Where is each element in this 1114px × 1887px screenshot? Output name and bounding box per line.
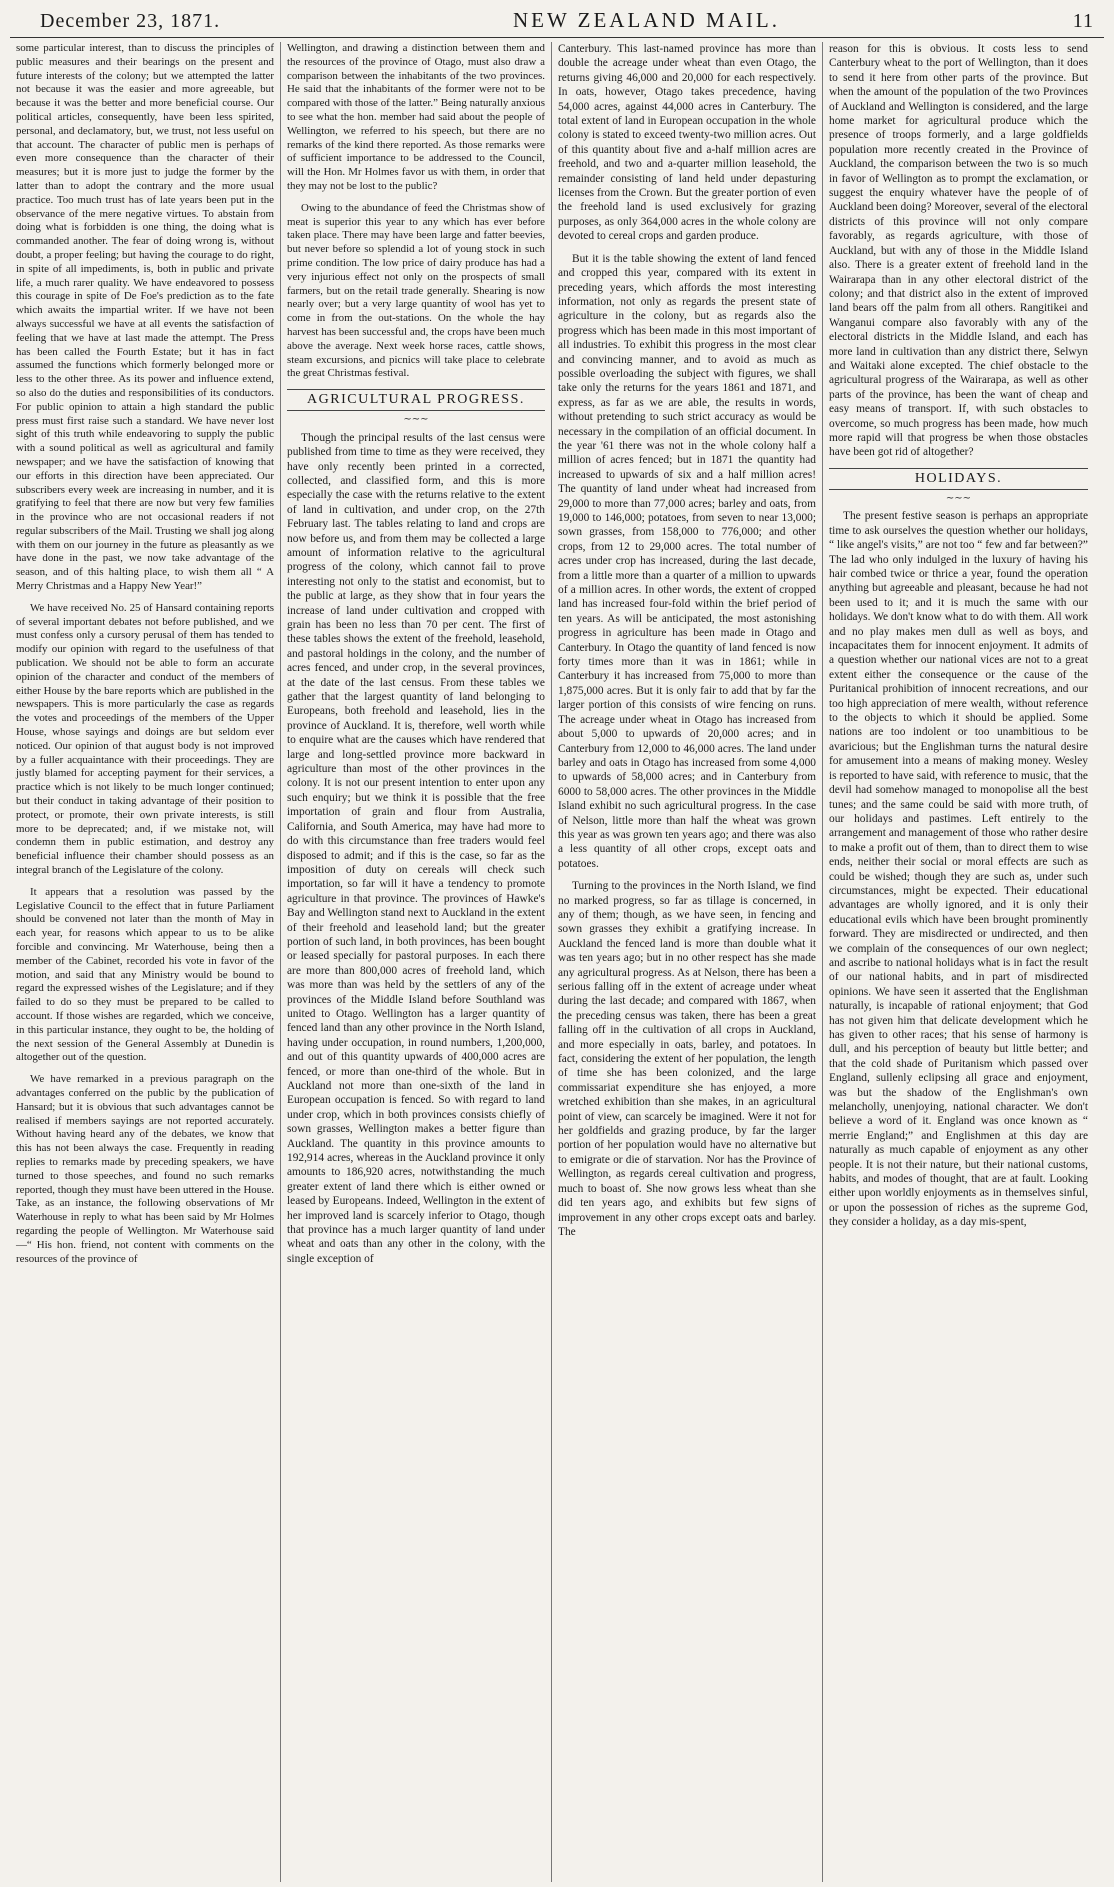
column-2 — [281, 42, 552, 1882]
issue-date: December 23, 1871. — [40, 10, 221, 32]
column-4 — [823, 42, 1094, 1882]
paragraph: Though the principal results of the last census were published from time to time as they were received, they have only recently been printed in a corrected, collected, and classified form, and this is more especially the case with the returns relative to the extent of land in cultivation, and under crop, on the 27th February last. The tables relating to land and crops are now before us, and from them may be collected a large amount of information relative to the agricultural progress of the colony, which cannot fail to prove interesting not only to the statist and economist, but to the public at large, as they show that in four years the increase of land under cultivation and cropped with grain has been no less than 70 per cent. The first of these tables shows the extent of the freehold, leasehold, and pastoral holdings in the colony, and the number of acres fenced, and under crop, in the several provinces, at the date of the last census. From these tables we gather that the largest quantity of land belonging to Europeans, both freehold and leasehold, lies in the province of Auckland. It is, therefore, well worth while to enquire what are the causes which have rendered that large and long-settled province more backward in agriculture than most of the other provinces in the colony. It is not our present intention to enter upon any such enquiry; but we think it is possible that the free importation of grain and flour from Australia, California, and South America, may have had more to do with this circumstance than free traders would feel disposed to admit; and if this is the case, so far as the imposition of duty on cereals will check such importation, so far will it have a tendency to promote agriculture in that province. The provinces of Hawke's Bay and Wellington stand next to Auckland in the extent of their freehold and leasehold land; but the greater portion of such land, in both provinces, has been bought or leased specially for pastoral purposes. In each there are more than 800,000 acres of freehold land, which was more than was held by the settlers of any of the provinces of the Middle Island before Southland was united to Otago. Wellington has a larger quantity of fenced land than any other province in the North Island, having under occupation, in round numbers, 1,200,000, and out of this quantity upwards of 400,000 acres are fenced, or more than one-third of the whole. But in Auckland not more than one-sixth of the land in European occupation is fenced. So with regard to land under crop, which in both provinces consists chiefly of sown grasses, Wellington makes a better figure than Auckland. The quantity in this province amounts to 192,914 acres, whereas in the Auckland province it only amounts to 186,920 acres, notwithstanding the much greater extent of land there which is either owned or leased by Europeans. Indeed, Wellington in the extent of her improved land is scarcely inferior to Otago, though that province has a much larger quantity of land under wheat and oats than any other in the colony, with the single exception of — [287, 431, 545, 1265]
section-heading-holidays: HOLIDAYS. — [829, 468, 1088, 490]
paragraph: Turning to the provinces in the North Island, we find no marked progress, so far as tillage is concerned, in any of them; though, as we have seen, in fencing and sown grasses they exhibit a gratifying increase. In Auckland the fenced land is more than double what it was ten years ago; but in no other respect has she made any agricultural progress. As at Nelson, there has been a serious falling off in the extent of acreage under wheat during the last decade; and compared with 1867, when the preceding census was taken, there has been a great falling off in the cultivation of all crops in Auckland, and more especially in oats, barley, and potatoes. In fact, considering the extent of her population, the length of time she has been colonized, and the large commissariat expenditure she has enjoyed, a more wretched exhibition than she makes, in an agricultural point of view, can scarcely be imagined. Were it not for her goldfields and grazing produce, by far the larger portion of her population would have no alternative but to emigrate or die of starvation. Nor has the Province of Wellington, as regards cereal cultivation and progress, much to boast of. She now grows less wheat than she did ten years ago, and exhibits but few signs of improvement in any other crops except oats and barley. The — [558, 880, 816, 1238]
paragraph: Wellington, and drawing a distinction between them and the resources of the province of Otago, must also draw a comparison between the inhabitants of the two provinces. He said that the inhabitants of the former were not to be compared with those of the latter.” Being naturally anxious to see what the hon. member had said about the people of Wellington, we referred to his speech, but there are no remarks of the kind there reported. As those remarks were of sufficient importance to be addressed to the Council, will the Hon. Mr Holmes favor us with them, in order that they may not be lost to the public? — [287, 42, 545, 192]
paragraph: reason for this is obvious. It costs less to send Canterbury wheat to the port of Wellington, than it does to send it here from other parts of the province. But when the amount of the population of the two Provinces of Auckland and Wellington is considered, and the large home market for agricultural produce which the presence of troops formerly, and a large goldfields population more recently created in the Province of Auckland, the comparison between the two is so much in favor of Wellington as to prompt the exclamation, or suggest the enquiry whatever have the people of of Auckland been doing? Moreover, several of the electoral districts of this province will not only compare favorably, as regards agriculture, with those of Auckland, but with any of those in the Middle Island also. There is a greater extent of freehold land in the Wairarapa than in any other electoral district of the colony; and that district also in the extent of improved land bears off the palm from all others. Rangitikei and Wanganui compare also favorably with any of the electoral districts in the Middle Island, and each has more land in cultivation than any district there, Selwyn and Waitaki alone excepted. The chief obstacle to the agricultural progress of the Wairarapa, as well as other parts of the province, has been the want of cheap and easy means of transport. If, with such obstacles to overcome, so much progress has been made, how much more rapid will that progress be when those obstacles have been got rid of altogether? — [829, 43, 1088, 459]
heading-ornament: ∼∼∼ — [945, 492, 972, 504]
paragraph: It appears that a resolution was passed by the Legislative Council to the effect that in future Parliament should be convened not later than the month of May in each year, for reasons which appear to us to be alike forcible and convincing. Mr Waterhouse, being then a member of the Cabinet, recorded his vote in favor of the motion, and said that any Ministry would be bound to regard the expressed wishes of the Legislature; and if they failed to do so they must be prepared to be called to account. If those wishes are regarded, which we conceive, in this particular instance, they ought to be, the holding of the next session of the General Assembly at Dunedin is altogether out of the question. — [16, 885, 274, 1064]
paragraph: some particular interest, than to discuss the principles of public measures and their bearings on the present and future interests of the colony; but we attempted the latter not because it was the easier and more agreeable, but because it was the better and more beneficial course. Our political articles, consequently, have been less spirited, personal, and declamatory, but, we trust, not less useful on that account. The character of public men is perhaps of even more consequence than the character of their measures; but it is more just to judge the former by the latter than to adopt the contrary and the more usual practice. Too much trust has of late years been put in the observance of the mere negative virtues. To abstain from doing what is forbidden is one thing, the doing what is commanded another. The fear of doing wrong is, without doubt, a proper feeling; but having the courage to do right, in spite of all impediments, is, both in public and private life, a much rarer quality. We have endeavored to possess this courage in spite of De Foe's prediction as to the fate which awaits the impartial writer. If we have not been always successful we have at all events the satisfaction of feeling that we have at last made the attempt. The Press has been called the Fourth Estate; but it has in fact assumed the functions which formerly belonged more or less to the other three. As its power and influence extend, so also do the duties and responsibilities of its conductors. For public opinion to attain a high standard the public press must first raise such a standard. We have never lost sight of this truth while endeavoring to supply the public with a sound political as well as agricultural and family newspaper; and we have the satisfaction of knowing that our efforts in this direction have been appreciated. Our subscribers every week are increasing in number, and it is gratifying to feel that there are now but very few families in the province who are not occasional readers if not regular subscribers of the Mail. Trusting we shall jog along with them on our journey in the future as pleasantly as we have done in the past, we now take advantage of the season, and of this halting place, to wish them all “ A Merry Christmas and a Happy New Year!” — [16, 42, 274, 593]
paragraph: Owing to the abundance of feed the Christmas show of meat is superior this year to any which has ever before taken place. There may have been large and fatter beevies, but never before so splendid a lot of young stock in such prime condition. The low price of dairy produce has had a very injurious effect not only on the prospects of small farmers, but on the retail trade generally. Shearing is now nearly over; but a very large quantity of wool has yet to come in from the out-stations. On the whole the hay harvest has been successful and, the crops have been much above the average. Next week horse races, cattle shows, steam excursions, and picnics will take place to celebrate the great Christmas festival. — [287, 201, 545, 380]
newspaper-title: NEW ZEALAND MAIL. — [512, 8, 780, 32]
paragraph: We have received No. 25 of Hansard containing reports of several important debates not before published, and we must confess only a cursory perusal of them has tended to modify our opinion with regard to the usefulness of that publication. We should not be able to form an accurate opinion of the character and conduct of the members of either House by the bare reports which are published in the newspapers. This is more particularly the case as regards the votes and proceedings of the members of the Upper House, whose sayings and doings are but seldom ever noticed. Our opinion of that august body is not improved by a fuller acquaintance with their proceedings. They are justly blamed for accepting payment for their services, a practice which is not likely to be much longer continued; but their conduct in taking advantage of their position to protect, or promote, their own private interests, is still more to be deprecated; and, if we mistake not, will condemn them in public estimation, and destroy any beneficial influence their chamber should possess as an integral branch of the Legislature of the colony. — [16, 601, 274, 877]
column-1 — [10, 42, 281, 1882]
page-number: 11 — [1072, 10, 1094, 32]
paragraph: But it is the table showing the extent of land fenced and cropped this year, compared with its extent in preceding years, which affords the most interesting information, not only as regards the present state of agriculture in the colony, but as regards also the progress which has been made in this most important of all industries. To exhibit this progress in the most clear and convincing manner, and to avoid as much as possible overloading the subject with figures, we shall take only the returns for the years 1861 and 1871, and express, as far as we are able, the results in words, without pretending to such strict accuracy as would be necessary in the compilation of an official document. In the year '61 there was not in the whole colony half a million of acres fenced; but in 1871 the quantity had increased to upwards of six and a half million acres! The quantity of land under wheat had increased from 29,000 to more than 77,000 acres; barley and oats, from 19,000 to 146,000; potatoes, from seven to near 13,000; sown grasses, from 158,000 to 776,000; and other crops, from 12 to 29,000 acres. The total number of acres under crop has increased, during the last decade, from a little more than a quarter of a million to upwards of a million acres. In other words, the extent of cropped land has increased four-fold within the brief period of ten years. As will be anticipated, the most astonishing progress in agriculture has been made in Otago and Canterbury. In Otago the quantity of land fenced is now forty times more than it was in 1861; while in Canterbury it has increased from 75,000 to more than 1,875,000 acres. But it is only fair to add that by far the larger portion of this consists of wire fencing on runs. The acreage under wheat in Otago has increased from about 5,000 to upwards of 20,000 acres; and in Canterbury from 12,000 to 46,000 acres. The land under barley and oats in Otago has increased from some 4,000 to upwards of 58,000 acres; and in Canterbury from 6000 to 58,000 acres. The other provinces in the Middle Island exhibit no such agricultural progress. In the case of Nelson, little more than half the wheat was grown this year as was grown ten years ago; and there was also a less quantity of all other crops, except oats and potatoes. — [558, 252, 816, 870]
columns — [10, 42, 1104, 1882]
paragraph: Canterbury. This last-named province has more than double the acreage under wheat than even Otago, the returns giving 46,000 and 20,000 for each respectively. In oats, however, Otago takes precedence, having 54,000 acres, against 44,000 acres in Canterbury. The total extent of land in European occupation in the whole colony is stated to exceed twenty-two million acres. Out of this quantity about five and a-half million acres are freehold, and two and a-quarter million leasehold, the remainder consisting of land held under depasturing licenses from the Crown. But the greater portion of even the freehold land is used exclusively for grazing purposes, as only 364,000 acres in the whole colony are devoted to cereal crops and garden produce. — [558, 43, 816, 243]
heading-ornament: ∼∼∼ — [403, 413, 429, 425]
paragraph: The present festive season is perhaps an appropriate time to ask ourselves the question whether our holidays, “ like angel's visits,” are not too “ few and far between?” The lad who only indulged in the luxury of having his hair combed twice or thrice a year, found the operation anything but agreeable and pleasant, because he had not been used to it; and it is much the same with our holidays. We don't know what to do with them. All work and no play makes men dull as well as boys, and incapacitates them for innocent enjoyment. It admits of a question whether our national vices are not to a great extent either the consequence or the cause of the Puritanical prohibition of innocent recreations, and our too high appreciation of mere wealth, without reference to the objects to which it should be applied. Some nations are too indolent or too unambitious to be avaricious; but the Englishman turns the natural desire for amusement into a means of making money. Wesley is reported to have said, with reference to music, that the devil had somehow managed to monopolise all the best tunes; and the same could be said with more truth, of our holidays and pastimes. Left entirely to the arrangement and management of those who rather desire to make a profit out of them, than to direct them to wise ends, neither their social or moral effects are such as could be wished; though they are such as, under such circumstances, might be expected. Their educational advantages are wholly ignored, and it is only their educational evils which have been brought prominently forward. They are misdirected or undirected, and then we complain of the consequences of our own neglect; and ascribe to national holidays what is in fact the result of our national habits, and in part of misdirected opinions. We have seen it asserted that the Englishman naturally, is incapable of rational enjoyment; that God has not given him that delicate development which he has given to other races; that his sense of harmony is dull, and his perception of beauty but little better; and that the cold shade of Puritanism which passed over England, sullenly eclipsing all grace and enjoyment, was but the shadow of the Englishman's own melancholly, unenjoying, national character. We don't believe a word of it. England was once known as “ merrie England;” and Englishmen at this day are naturally as much capable of enjoyment as any other people. It is not their nature, but their national customs, habits, and modes of thought, that are at fault. Looking either upon worldly enjoyments as in themselves sinful, or upon the possession of riches as the supreme God, they consider a holiday, as a day mis-spent, — [829, 510, 1088, 1229]
section-heading-agricultural-progress: AGRICULTURAL PROGRESS. — [287, 389, 545, 411]
masthead — [10, 8, 1104, 38]
column-3 — [552, 42, 823, 1882]
paragraph: We have remarked in a previous paragraph on the advantages conferred on the public by the publication of Hansard; but it is obvious that such advantages cannot be realised if members sayings are not reported accurately. Without having heard any of the debates, we know that this has not been always the case. Frequently in reading replies to remarks made by preceding speakers, we have turned to those speeches, and found no such remarks reported, though they must have been uttered in the House. Take, as an instance, the following observations of Mr Waterhouse in reply to what has been said by Mr Holmes regarding the people of Wellington. Mr Waterhouse said—“ His hon. friend, not content with comments on the resources of the province of — [16, 1073, 274, 1265]
